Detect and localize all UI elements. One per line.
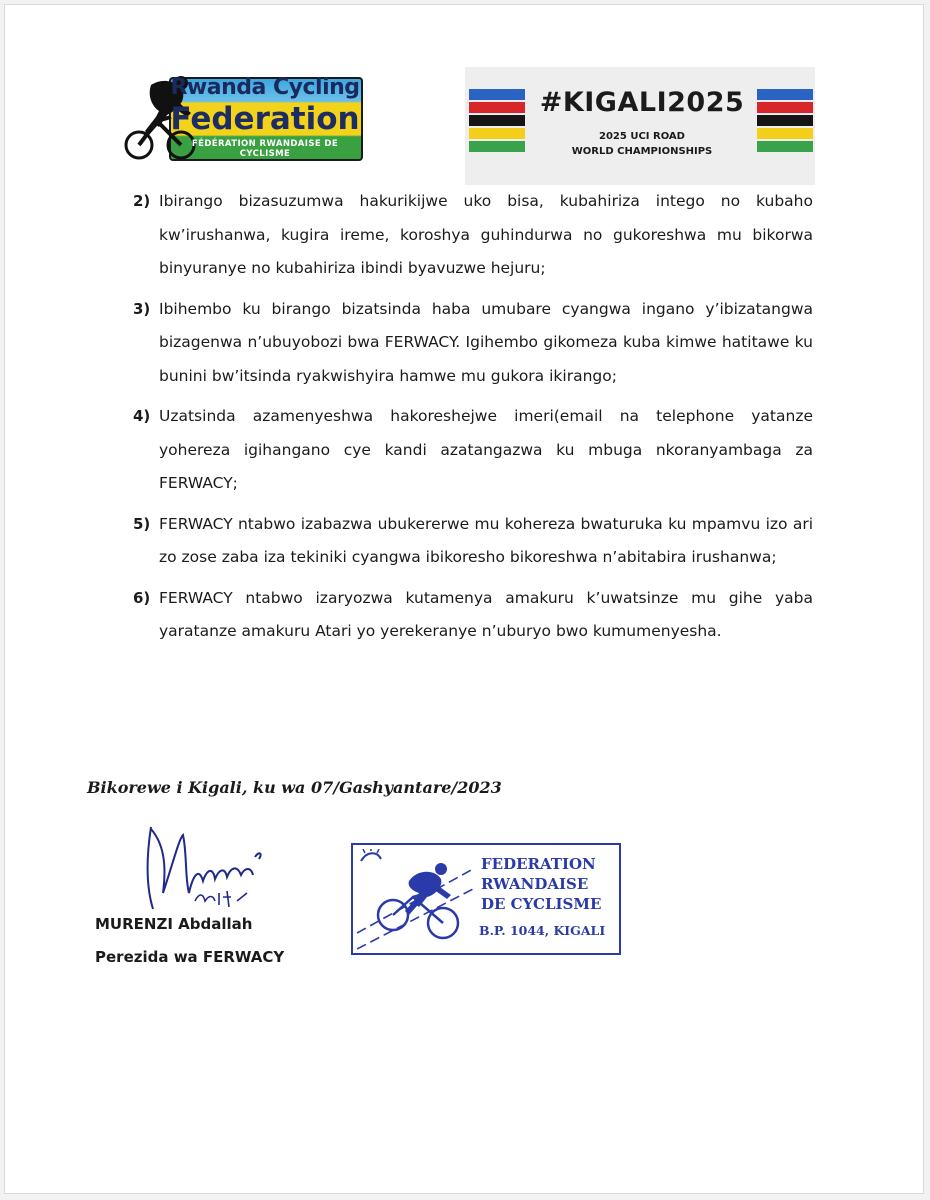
stripe-yellow xyxy=(757,128,813,139)
clause-text: FERWACY ntabwo izabazwa ubukererwe mu kohereza bwaturuka ku mpamvu izo ari zo zose zaba iza tekiniki cyangwa ibikoresho bikoreshwa n’abitabira irushanwa; xyxy=(159,514,813,566)
stripe-yellow xyxy=(469,128,525,139)
federation-logo xyxy=(123,71,363,163)
handwritten-signature xyxy=(133,823,283,913)
stamp-line-3: DE CYCLISME xyxy=(481,895,602,913)
rainbow-stripes-right xyxy=(757,89,813,154)
stamp-line-2: RWANDAISE xyxy=(481,875,589,893)
clause-text: Uzatsinda azamenyeshwa hakoreshejwe imeri(email na telephone yatanze yohereza igihangano cye kandi azatangazwa ku mbuga nkoranyambaga za FERWACY; xyxy=(159,407,813,492)
clause-item xyxy=(133,508,813,575)
official-stamp xyxy=(351,843,621,955)
event-logo xyxy=(465,67,815,185)
stamp-line-4: B.P. 1044, KIGALI xyxy=(479,923,606,938)
rainbow-stripes-left xyxy=(469,89,525,154)
clause-item xyxy=(133,293,813,394)
signer-title: Perezida wa FERWACY xyxy=(95,948,285,966)
stripe-green xyxy=(757,141,813,152)
federation-logo-line2: Federation xyxy=(170,101,360,137)
event-logo-title: #KIGALI2025 xyxy=(539,87,745,118)
stamp-cyclist-icon xyxy=(357,849,475,951)
stripe-red xyxy=(469,102,525,113)
stamp-line-1: FEDERATION xyxy=(481,855,596,873)
clause-item xyxy=(133,582,813,649)
stripe-green xyxy=(469,141,525,152)
stripe-blue xyxy=(757,89,813,100)
stripe-black xyxy=(757,115,813,126)
signer-name: MURENZI Abdallah xyxy=(95,915,253,933)
event-logo-subtitle-2: WORLD CHAMPIONSHIPS xyxy=(571,146,713,157)
clause-text: FERWACY ntabwo izaryozwa kutamenya amakuru k’uwatsinze mu gihe yaba yaratanze amakuru Atari yo yerekeranye n’uburyo bwo kumumenyesha. xyxy=(159,588,813,640)
clause-number: 2) xyxy=(133,192,151,210)
federation-logo-line3: FÉDÉRATION RWANDAISE DE CYCLISME xyxy=(191,139,339,159)
document-page xyxy=(4,4,924,1194)
stripe-red xyxy=(757,102,813,113)
clause-item xyxy=(133,400,813,501)
clause-number: 6) xyxy=(133,588,151,607)
clause-text: Ibirango bizasuzumwa hakurikijwe uko bisa, kubahiriza intego no kubaho kw’irushanwa, kugira ireme, koroshya guhindurwa no gukoreshwa mu bikorwa binyuranye no kubahiriza ibindi byavuzwe hejuru; xyxy=(159,192,813,277)
clause-list xyxy=(133,185,813,656)
clause-number: 4) xyxy=(133,407,151,425)
clause-item xyxy=(133,185,813,286)
clause-number: 3) xyxy=(133,299,151,318)
place-and-date: Bikorewe i Kigali, ku wa 07/Gashyantare/2023 xyxy=(87,778,502,797)
federation-logo-line1: Rwanda Cycling xyxy=(170,75,360,100)
event-logo-subtitle-1: 2025 UCI ROAD xyxy=(599,131,685,142)
stripe-black xyxy=(469,115,525,126)
stripe-blue xyxy=(469,89,525,100)
clause-number: 5) xyxy=(133,514,151,533)
clause-text: Ibihembo ku birango bizatsinda haba umubare cyangwa ingano y’ibizatangwa bizagenwa n’ubuyobozi bwa FERWACY. Igihembo gikomeza kuba kimwe hatitawe ku bunini bw’itsinda ryakwishyira hamwe mu gukora ikirango; xyxy=(159,299,813,385)
